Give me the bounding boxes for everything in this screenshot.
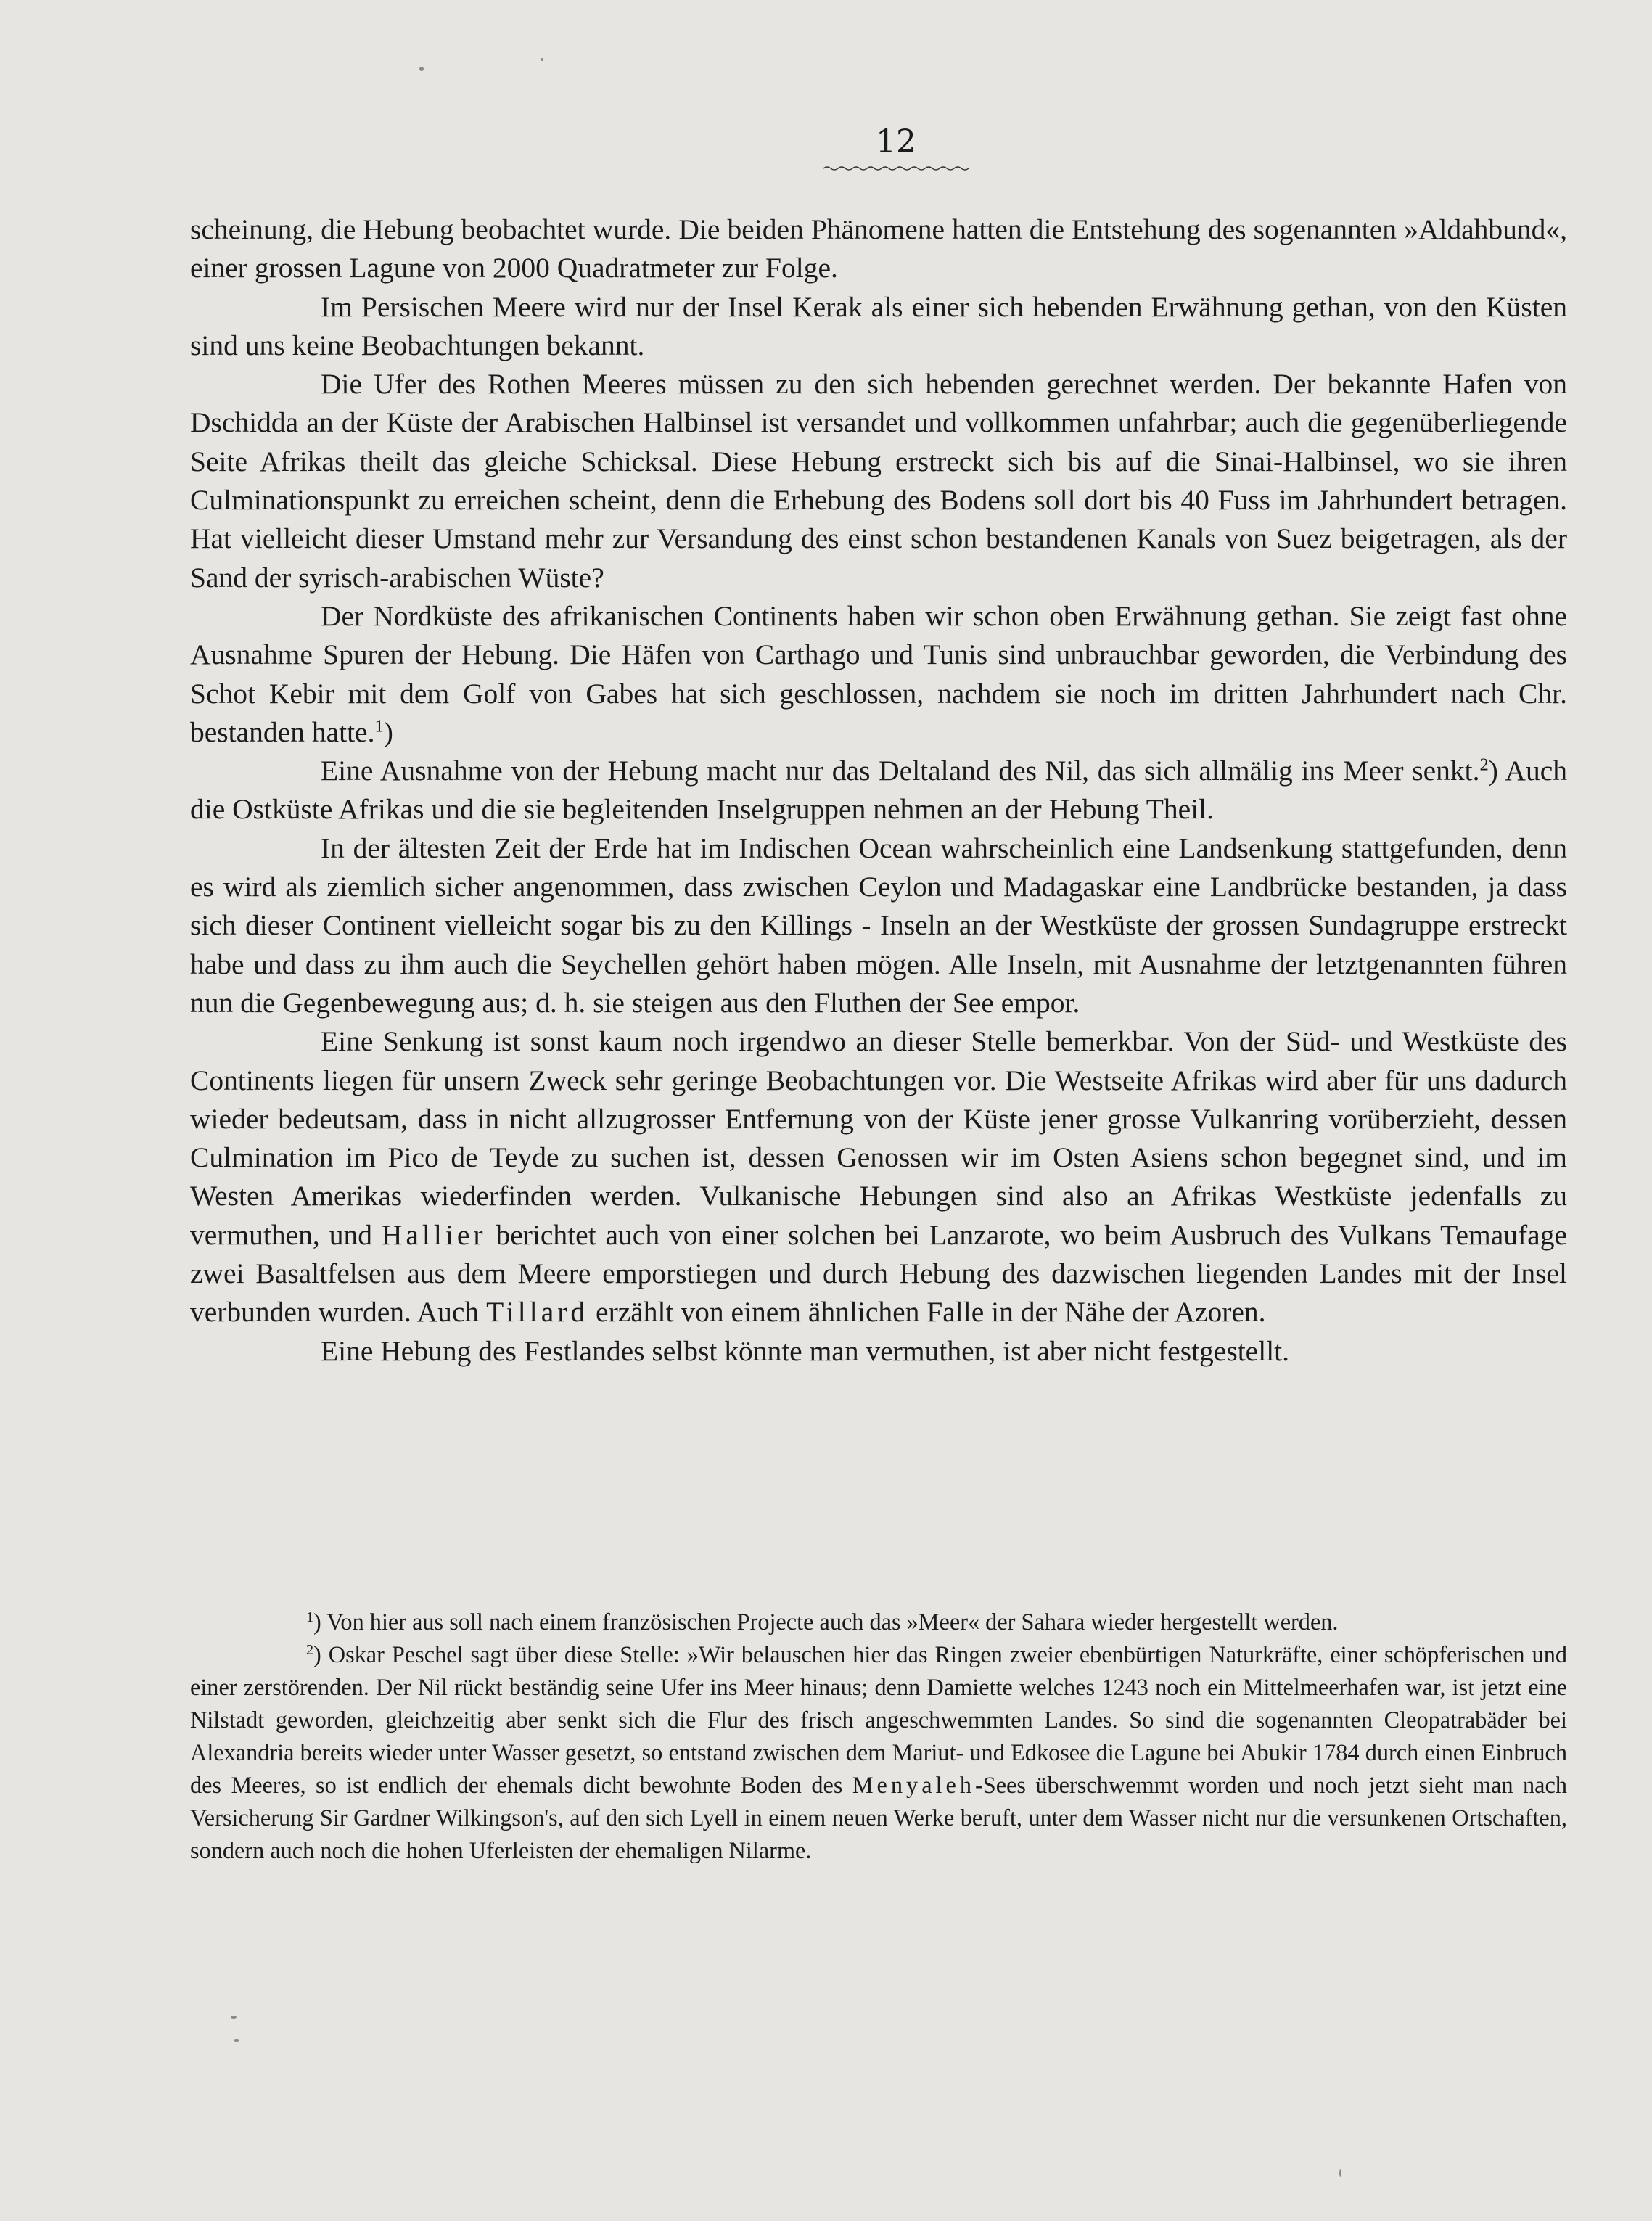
paragraph-text: Eine Ausnahme von der Hebung macht nur das Deltaland des Nil, das sich allmälig ins Meer senkt. — [321, 755, 1480, 787]
paragraph-text: berichtet auch von einer solchen bei Lanzarote, wo beim Ausbruch des Vulkans Temaufage zwei Basaltfelsen aus dem Meere emporstiegen und durch Hebung des dazwischen liegenden Landes mit der Insel verbunden wurden. Auch — [190, 1218, 1567, 1329]
paper-speck — [1339, 2169, 1341, 2177]
footnote-text: -Sees überschwemmt worden und noch jetzt sieht man nach Versicherung Sir Gardner Wilkingson's, auf den sich Lyell in einem neuen Werke beruft, unter dem Wasser nicht nur die versunkenen Ortschaften, sondern auch noch die hohen Uferleisten der ehemaligen Nilarme. — [190, 1772, 1567, 1863]
footnote-text: ) Oskar Peschel sagt über diese Stelle: »Wir belauschen hier das Ringen zweier ebenbürtigen Naturkräfte, einer schöpferischen und einer zerstörenden. Der Nil rückt beständig seine Ufer ins Meer hinaus; denn Damiette welches 1243 noch ein Mittelmeerhafen war, ist jetzt eine Nilstadt geworden, gleichzeitig aber senkt sich die Flur des frisch angeschwemmten Landes. So sind die sogenannten Cleopatrabäder bei Alexandria bereits wieder unter Wasser gesetzt, so entstand zwischen dem Mariut- und Edkosee die Lagune bei Abukir 1784 durch einen Einbruch des Meeres, so ist endlich der ehemals dicht bewohnte Boden des — [190, 1641, 1567, 1798]
paragraph: scheinung, die Hebung beobachtet wurde. Die beiden Phänomene hatten die Entstehung des sogenannten »Aldahbund«, einer grossen Lagune von 2000 Quadratmeter zur Folge. — [190, 213, 1567, 284]
paper-speck — [234, 2039, 239, 2042]
footnote-marker: 2 — [306, 1642, 314, 1658]
paragraph-text: Der Nordküste des afrikanischen Continents haben wir schon oben Erwähnung gethan. Sie zeigt fast ohne Ausnahme Spuren der Hebung. Die Häfen von Carthago und Tunis sind unbrauchbar geworden, die Verbindung des Schot Kebir mit dem Golf von Gabes hat sich geschlossen, nachdem sie noch im dritten Jahrhundert nach Chr. bestanden hatte. — [190, 599, 1567, 748]
footnote — [190, 1638, 1567, 1867]
paper-speck — [541, 58, 543, 61]
paragraph — [190, 752, 1567, 829]
paper-speck — [419, 67, 424, 71]
paragraph-text: ) — [383, 715, 393, 748]
author-name: Hallier — [381, 1218, 487, 1251]
paragraph: In der ältesten Zeit der Erde hat im Indischen Ocean wahrscheinlich eine Landsenkung stattgefunden, denn es wird als ziemlich sicher angenommen, dass zwischen Ceylon und Madagaskar eine Landbrücke bestanden, ja dass sich dieser Continent vielleicht sogar bis zu den Killings - Inseln an der Westküste der grossen Sundagruppe erstreckt habe und dass zu ihm auch die Seychellen gehört haben mögen. Alle Inseln, mit Ausnahme der letztgenannten führen nun die Gegenbewegung aus; d. h. sie steigen aus den Fluthen der See empor. — [190, 832, 1567, 1019]
paragraph: Im Persischen Meere wird nur der Insel Kerak als einer sich hebenden Erwähnung gethan, von den Küsten sind uns keine Beobachtungen bekannt. — [190, 290, 1567, 361]
footnotes — [190, 1606, 1567, 1867]
paragraph: Eine Hebung des Festlandes selbst könnte man vermuthen, ist aber nicht festgestellt. — [321, 1334, 1290, 1367]
footnote — [190, 1606, 1567, 1638]
paragraph — [190, 1022, 1567, 1331]
paragraph-text: Eine Senkung ist sonst kaum noch irgendwo an dieser Stelle bemerkbar. Von der Süd- und Westküste des Continents liegen für unsern Zweck sehr geringe Beobachtungen vor. Die Westseite Afrikas wird aber für uns dadurch wieder bedeutsam, dass in nicht allzugrosser Entfernung von der Küste jener grosse Vulkanring vorüberzieht, dessen Culmination im Pico de Teyde zu suchen ist, dessen Genossen wir im Osten Asiens schon begegnet sind, und im Westen Amerikas wiederfinden werden. Vulkanische Hebungen sind also an Afrikas Westküste jedenfalls zu vermuthen, und — [190, 1025, 1567, 1251]
paragraph: Die Ufer des Rothen Meeres müssen zu den sich hebenden gerechnet werden. Der bekannte Hafen von Dschidda an der Küste der Arabischen Halbinsel ist versandet und vollkommen unfahrbar; auch die gegenüberliegende Seite Afrikas theilt das gleiche Schicksal. Diese Hebung erstreckt sich bis auf die Sinai-Halbinsel, wo sie ihren Culminationspunkt zu erreichen scheint, denn die Erhebung des Bodens soll dort bis 40 Fuss im Jahrhundert betragen. Hat vielleicht dieser Umstand mehr zur Versandung des einst schon bestandenen Kanals von Suez beigetragen, als der Sand der syrisch-arabischen Wüste? — [190, 368, 1567, 594]
page-number-ornament — [823, 165, 969, 171]
page-number: 12 — [876, 123, 916, 160]
author-name: Tillard — [486, 1296, 589, 1329]
paper-speck — [231, 2016, 237, 2019]
footnote-marker: 1 — [306, 1609, 314, 1625]
body-text — [190, 210, 1567, 1371]
place-name: Menyaleh — [852, 1772, 975, 1798]
footnote-text: ) Von hier aus soll nach einem französischen Projecte auch das »Meer« der Sahara wieder hergestellt werden. — [313, 1609, 1339, 1635]
footnote-reference: 2 — [1479, 755, 1489, 775]
paragraph — [190, 597, 1567, 752]
paragraph-text: ) Auch die Ostküste Afrikas und die sie begleitenden Inselgruppen nehmen an der Hebung Theil. — [190, 755, 1567, 826]
footnote-reference: 1 — [374, 716, 384, 736]
paragraph-text: erzählt von einem ähnlichen Falle in der Nähe der Azoren. — [588, 1296, 1266, 1329]
